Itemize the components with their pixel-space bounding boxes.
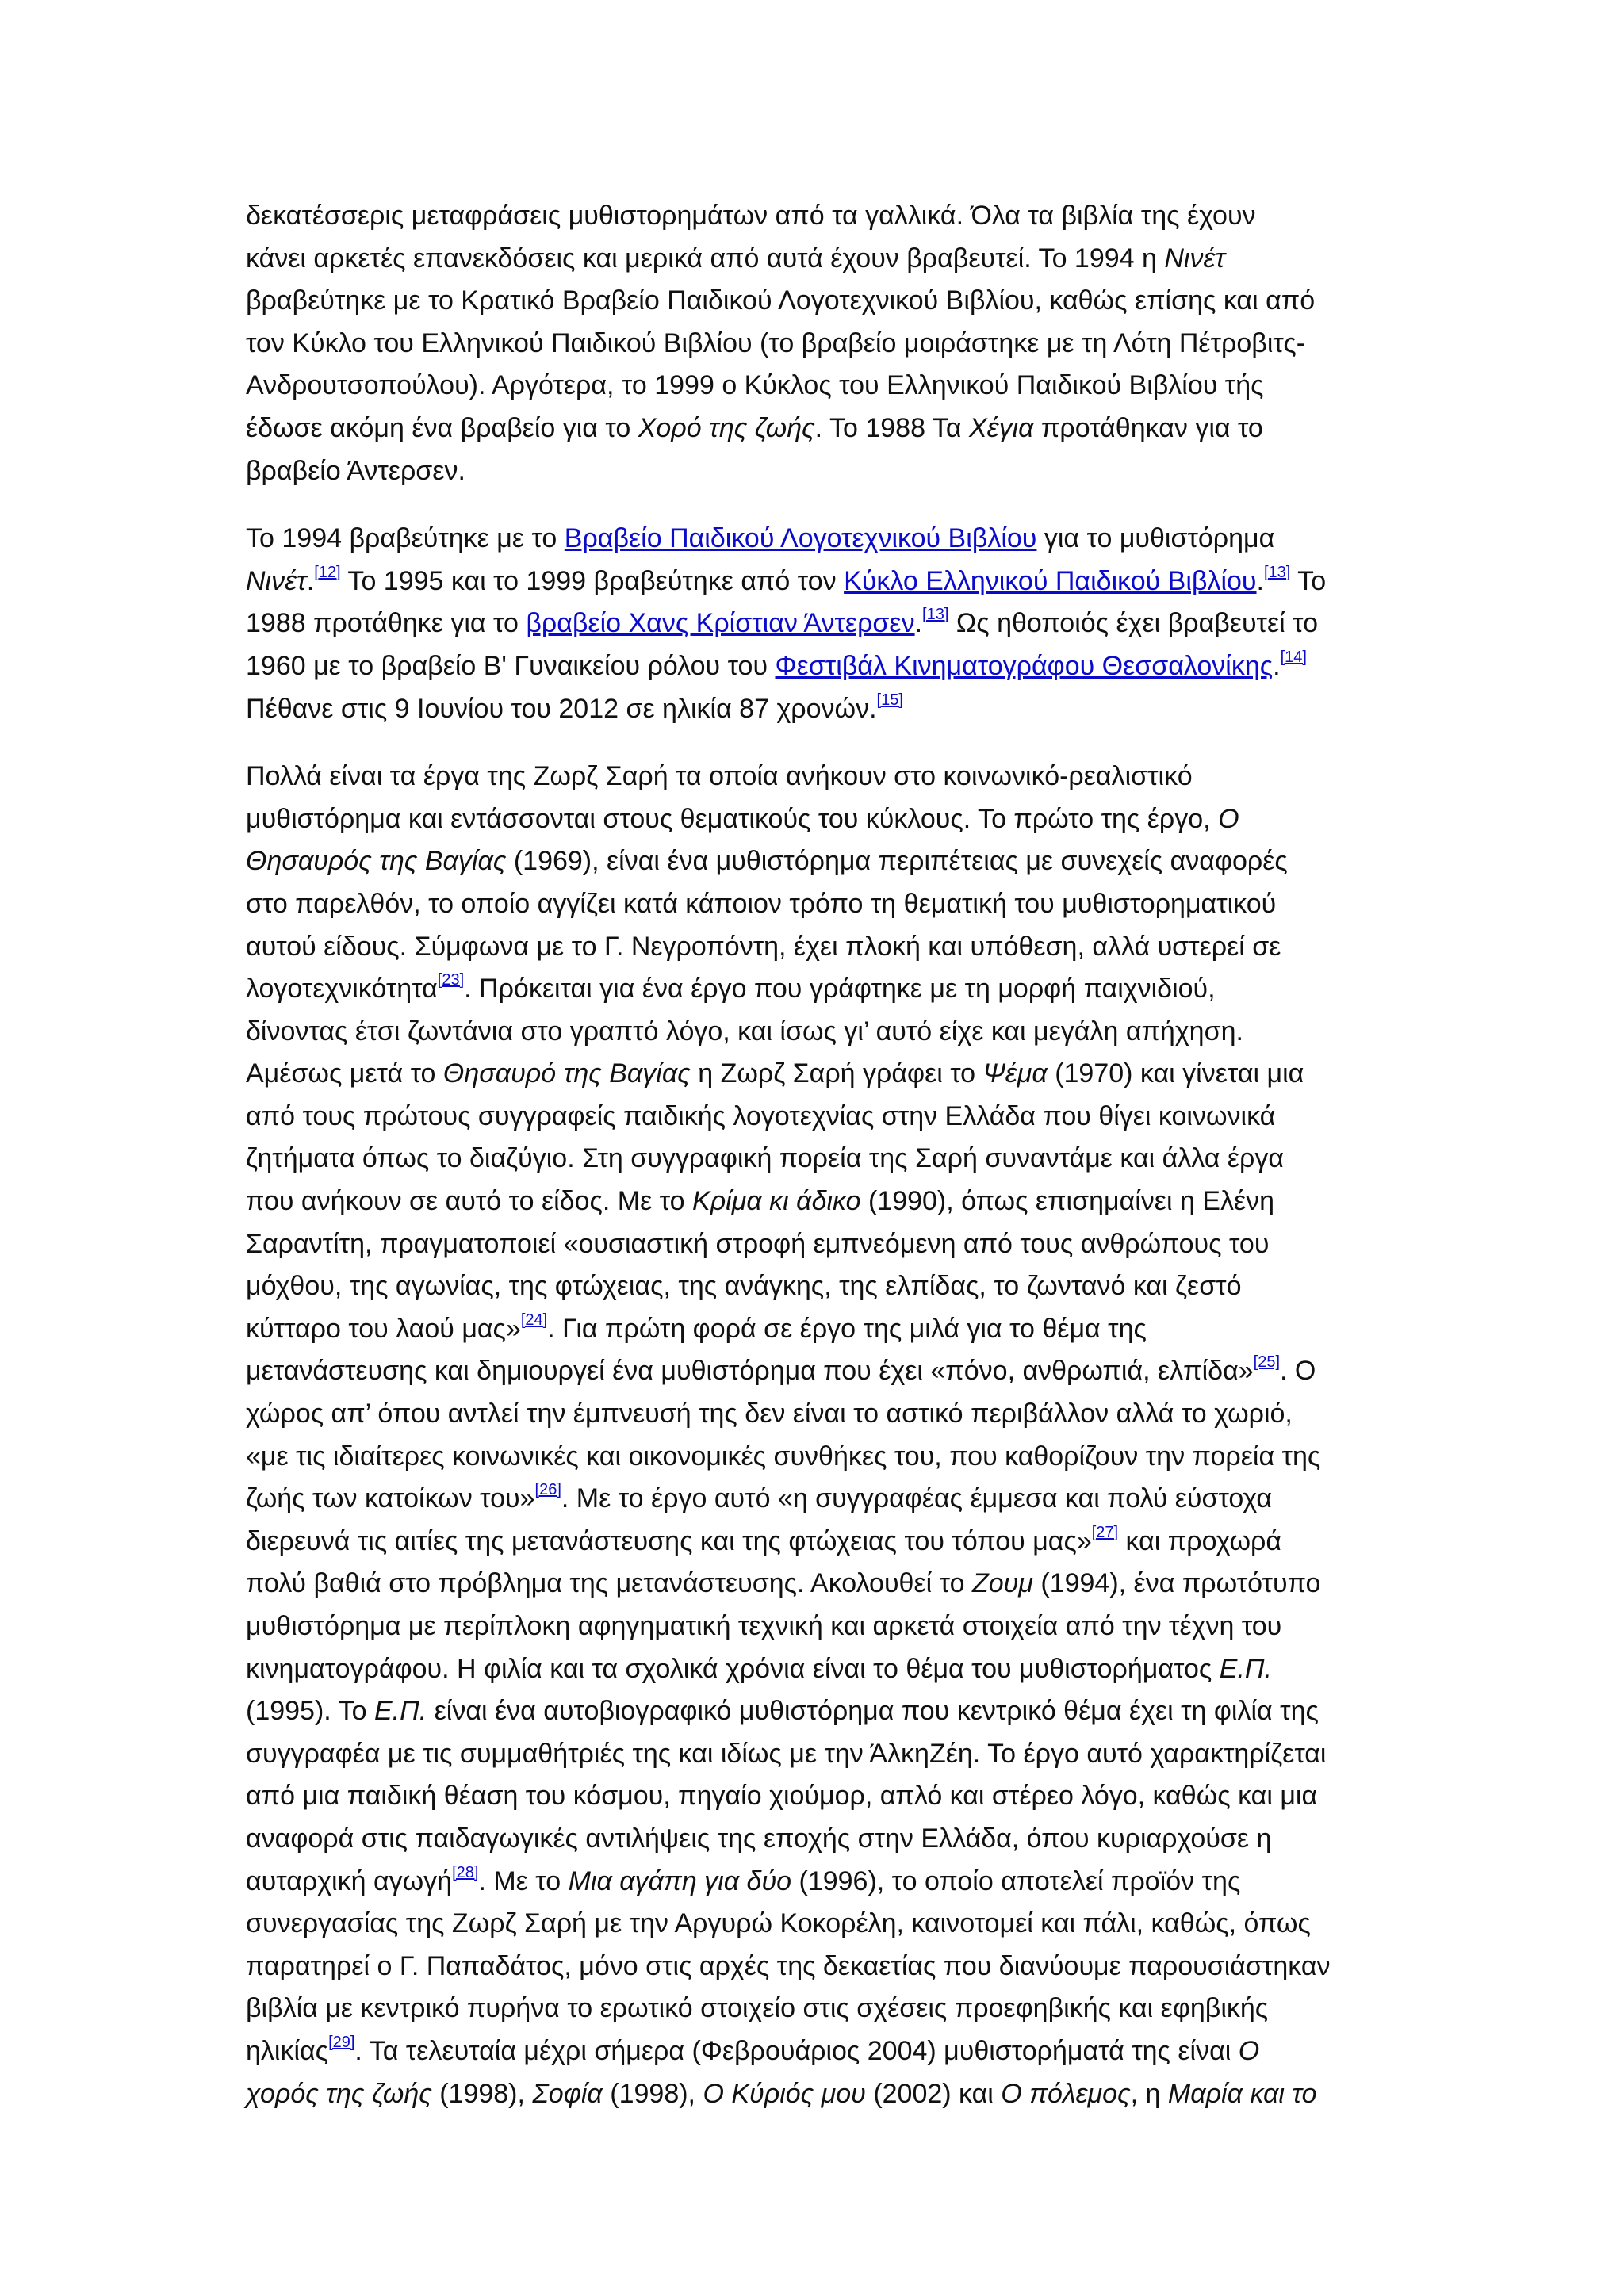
text-line xyxy=(246,688,1385,731)
text-line xyxy=(246,968,1385,1011)
italic-title: Ψέμα xyxy=(982,1058,1048,1089)
text-line xyxy=(246,926,1385,969)
text-line xyxy=(246,1053,1385,1096)
text-line xyxy=(246,1988,1385,2030)
footnote-ref xyxy=(314,564,340,581)
footnote-link[interactable]: [13] xyxy=(922,606,949,624)
footnote-link[interactable]: [13] xyxy=(1263,563,1291,581)
text-line xyxy=(246,195,1385,238)
text-run: . Ο xyxy=(1280,1356,1316,1387)
text-run: ζωής των κατοίκων του» xyxy=(246,1483,535,1514)
text-run: . Με το xyxy=(478,1866,569,1896)
italic-title: Ο xyxy=(1218,803,1239,834)
inline-link[interactable]: Κύκλο Ελληνικού Παιδικού Βιβλίου xyxy=(844,565,1257,596)
text-run: . Τα τελευταία μέχρι σήμερα (Φεβρουάριος 2004) μυθιστορήματά της είναι xyxy=(354,2035,1239,2066)
text-run: ηλικίας xyxy=(246,2035,329,2066)
footnote-link[interactable]: [12] xyxy=(314,563,341,581)
text-line xyxy=(246,1181,1385,1223)
text-line xyxy=(246,645,1385,688)
text-line xyxy=(246,1393,1385,1436)
text-line xyxy=(246,1946,1385,1988)
text-run: τον Κύκλο του Ελληνικού Παιδικού Βιβλίου (το βραβείο μοιράστηκε με τη Λότη Πέτροβιτς- xyxy=(246,327,1306,358)
text-run: που ανήκουν σε αυτό το είδος. Με το xyxy=(246,1186,693,1217)
italic-title: Θησαυρός της Βαγίας xyxy=(246,846,507,877)
text-run: συνεργασίας της Ζωρζ Σαρή με την Αργυρώ Κοκορέλη, καινοτομεί και πάλι, καθώς, όπως xyxy=(246,1908,1311,1939)
text-line xyxy=(246,603,1385,645)
text-line xyxy=(246,1775,1385,1818)
italic-title: χορός της ζωής xyxy=(246,2078,432,2109)
text-run: αυταρχική αγωγή xyxy=(246,1866,453,1896)
text-run: αυτού είδους. Σύμφωνα με το Γ. Νεγροπόντη, έχει πλοκή και υπόθεση, αλλά υστερεί σε xyxy=(246,931,1281,962)
text-line xyxy=(246,883,1385,926)
text-run: (1970) και γίνεται μια xyxy=(1047,1058,1304,1089)
text-line xyxy=(246,280,1385,323)
italic-title: Χέγια xyxy=(968,412,1034,443)
text-line xyxy=(246,1265,1385,1308)
text-line xyxy=(246,1648,1385,1691)
text-run: Το 1995 και το 1999 βραβεύτηκε από τον xyxy=(340,565,845,596)
text-run: κύτταρο του λαού μας» xyxy=(246,1313,521,1344)
text-run: . Πρόκειται για ένα έργο που γράφτηκε με τη μορφή παιχνιδιού, xyxy=(464,974,1216,1004)
text-line xyxy=(246,365,1385,408)
text-line xyxy=(246,1223,1385,1266)
text-run: κάνει αρκετές επανεκδόσεις και μερικά από αυτά έχουν βραβευτεί. Το 1994 η xyxy=(246,243,1165,274)
text-run: μυθιστόρημα και εντάσσονται στους θεματικούς του κύκλους. Το πρώτο της έργο, xyxy=(246,803,1219,834)
text-run: Πολλά είναι τα έργα της Ζωρζ Σαρή τα οποία ανήκουν στο κοινωνικό-ρεαλιστικό xyxy=(246,761,1193,792)
footnote-link[interactable]: [15] xyxy=(876,691,903,709)
footnote-ref xyxy=(1264,564,1290,581)
text-line xyxy=(246,1308,1385,1351)
text-line xyxy=(246,1733,1385,1776)
text-line xyxy=(246,1690,1385,1733)
italic-title: Ο Κύριός μου xyxy=(703,2078,866,2109)
footnote-ref xyxy=(1254,1353,1280,1371)
footnote-ref xyxy=(452,1864,478,1881)
text-run: από μια παιδική θέαση του κόσμου, πηγαίο χιούμορ, απλό και στέρεο λόγο, καθώς και μια xyxy=(246,1781,1318,1812)
text-line xyxy=(246,756,1385,798)
italic-title: Ο πόλεμος xyxy=(1001,2078,1131,2109)
text-run: ζητήματα όπως το διαζύγιο. Στη συγγραφική πορεία της Σαρή συναντάμε και άλλα έργα xyxy=(246,1143,1285,1174)
text-run: Αμέσως μετά το xyxy=(246,1058,443,1089)
footnote-link[interactable]: [23] xyxy=(437,971,465,989)
italic-title: Ε.Π. xyxy=(1219,1653,1272,1684)
inline-link[interactable]: Βραβείο Παιδικού Λογοτεχνικού Βιβλίου xyxy=(564,523,1037,554)
footnote-link[interactable]: [26] xyxy=(534,1481,561,1499)
text-run: χώρος απ’ όπου αντλεί την έμπνευσή της δεν είναι το αστικό περιβάλλον αλλά το χωριό, xyxy=(246,1399,1293,1429)
footnote-link[interactable]: [27] xyxy=(1091,1523,1119,1541)
footnote-link[interactable]: [28] xyxy=(452,1863,479,1881)
text-line xyxy=(246,1605,1385,1648)
text-run: συγγραφέα με τις συμμαθήτριές της και ιδίως με την ΆλκηΖέη. Το έργο αυτό χαρακτηρίζεται xyxy=(246,1738,1327,1769)
text-line xyxy=(246,408,1385,450)
text-run: 1960 με το βραβείο Β' Γυναικείου ρόλου του xyxy=(246,650,776,681)
italic-title: Νινέτ xyxy=(246,565,307,596)
footnote-ref xyxy=(328,2034,354,2051)
text-run: (1969), είναι ένα μυθιστόρημα περιπέτειας με συνεχείς αναφορές xyxy=(506,846,1288,877)
text-run: από τους πρώτους συγγραφείς παιδικής λογοτεχνίας στην Ελλάδα που θίγει κοινωνικά xyxy=(246,1100,1276,1131)
text-run: βραβείο Άντερσεν. xyxy=(246,455,465,486)
text-run: Πέθανε στις 9 Ιουνίου του 2012 σε ηλικία 87 χρονών. xyxy=(246,693,877,724)
text-run: «με τις ιδιαίτερες κοινωνικές και οικονομικές συνθήκες του, που καθορίζουν την πορεία της xyxy=(246,1441,1321,1471)
text-run: (1998), xyxy=(602,2078,703,2109)
italic-title: Νινέτ xyxy=(1164,243,1226,274)
text-line xyxy=(246,2030,1385,2073)
text-run: δίνοντας έτσι ζωντάνια στο γραπτό λόγο, και ίσως γι’ αυτό είχε και μεγάλη απήχηση. xyxy=(246,1016,1243,1047)
text-line xyxy=(246,1011,1385,1054)
text-run: Ως ηθοποιός έχει βραβευτεί το xyxy=(948,608,1318,639)
text-run: Το 1994 βραβεύτηκε με το xyxy=(246,523,565,554)
text-run: 1988 προτάθηκε για το xyxy=(246,608,527,639)
italic-title: Κρίμα κι άδικο xyxy=(692,1186,861,1217)
text-run: βιβλία με κεντρικό πυρήνα το ερωτικό στοιχείο στις σχέσεις προεφηβικής και εφηβικής xyxy=(246,1993,1269,2024)
footnote-link[interactable]: [25] xyxy=(1253,1353,1281,1372)
text-line xyxy=(246,1436,1385,1479)
text-line xyxy=(246,323,1385,365)
footnote-ref xyxy=(1281,649,1307,666)
inline-link[interactable]: Φεστιβάλ Κινηματογράφου Θεσσαλονίκης xyxy=(775,650,1274,681)
text-run: (1996), το οποίο αποτελεί προϊόν της xyxy=(791,1866,1241,1896)
italic-title: Ζουμ xyxy=(971,1568,1033,1599)
italic-title: Μαρία και το xyxy=(1167,2078,1317,2109)
text-run: Σαραντίτη, πραγματοποιεί «ουσιαστική στροφή εμπνεόμενη από τους ανθρώπους του xyxy=(246,1228,1270,1259)
text-run: μόχθου, της αγωνίας, της φτώχειας, της ανάγκης, της ελπίδας, το ζωντανό και ζεστό xyxy=(246,1271,1242,1302)
text-run: . Με το έργο αυτό «η συγγραφέας έμμεσα και πολύ εύστοχα xyxy=(561,1483,1273,1514)
text-run: (1995). Το xyxy=(246,1696,374,1727)
text-run: (1998), xyxy=(431,2078,533,2109)
text-run: , η xyxy=(1130,2078,1168,2109)
footnote-ref xyxy=(521,1311,547,1329)
text-run: (1990), όπως επισημαίνει η Ελένη xyxy=(860,1186,1275,1217)
document-page xyxy=(246,195,1385,2141)
text-run: Το xyxy=(1290,565,1327,596)
italic-title: Θησαυρό της Βαγίας xyxy=(442,1058,691,1089)
text-line xyxy=(246,1563,1385,1605)
footnote-ref xyxy=(535,1481,561,1498)
text-line xyxy=(246,1903,1385,1946)
paragraph xyxy=(246,756,1385,2115)
text-run: στο παρελθόν, το οποίο αγγίζει κατά κάποιον τρόπο τη θεματική του μυθιστορηματικού xyxy=(246,888,1277,919)
text-run: κινηματογράφου. Η φιλία και τα σχολικά χρόνια είναι το θέμα του μυθιστορήματος xyxy=(246,1653,1220,1684)
text-run: Ανδρουτσοπούλου). Αργότερα, το 1999 ο Κύκλος του Ελληνικού Παιδικού Βιβλίου τής xyxy=(246,370,1264,401)
text-run: παρατηρεί ο Γ. Παπαδάτος, μόνο στις αρχές της δεκαετίας που διανύουμε παρουσιάστηκαν xyxy=(246,1950,1331,1981)
text-line xyxy=(246,450,1385,493)
text-run: πολύ βαθιά στο πρόβλημα της μετανάστευσης. Ακολουθεί το xyxy=(246,1568,972,1599)
text-line xyxy=(246,2073,1385,2116)
text-run: αναφορά στις παιδαγωγικές αντιλήψεις της εποχής στην Ελλάδα, όπου κυριαρχούσε η xyxy=(246,1823,1272,1854)
paragraph xyxy=(246,195,1385,492)
text-run: είναι ένα αυτοβιογραφικό μυθιστόρημα που κεντρικό θέμα έχει τη φιλία της xyxy=(427,1696,1319,1727)
paragraph xyxy=(246,518,1385,730)
text-run: . xyxy=(1256,565,1264,596)
inline-link[interactable]: βραβείο Χανς Κρίστιαν Άντερσεν xyxy=(526,608,915,639)
text-run: (2002) και xyxy=(865,2078,1002,2109)
footnote-link[interactable]: [14] xyxy=(1280,648,1307,666)
text-run: βραβεύτηκε με το Κρατικό Βραβείο Παιδικού Λογοτεχνικού Βιβλίου, καθώς επίσης και από xyxy=(246,285,1316,316)
text-run: έδωσε ακόμη ένα βραβείο για το xyxy=(246,412,638,443)
text-line xyxy=(246,1818,1385,1861)
italic-title: Χορό της ζωής xyxy=(638,412,815,443)
text-line xyxy=(246,238,1385,281)
text-line xyxy=(246,1478,1385,1521)
text-line xyxy=(246,798,1385,841)
text-run: λογοτεχνικότητα xyxy=(246,974,438,1004)
text-line xyxy=(246,561,1385,603)
text-run: . xyxy=(1273,650,1281,681)
text-line xyxy=(246,1350,1385,1393)
text-run: δεκατέσσερις μεταφράσεις μυθιστορημάτων από τα γαλλικά. Όλα τα βιβλία της έχουν xyxy=(246,201,1256,231)
text-run: μυθιστόρημα με περίπλοκη αφηγηματική τεχνική και αρκετά στοιχεία από την τέχνη του xyxy=(246,1611,1282,1641)
text-line xyxy=(246,840,1385,883)
text-line xyxy=(246,1521,1385,1563)
text-run: . xyxy=(306,565,315,596)
italic-title: Μια αγάπη για δύο xyxy=(568,1866,792,1896)
text-line xyxy=(246,1861,1385,1904)
text-run: . xyxy=(914,608,923,639)
italic-title: Ε.Π. xyxy=(373,1696,427,1727)
text-run: προτάθηκαν για το xyxy=(1033,412,1263,443)
text-run: μετανάστευσης και δημιουργεί ένα μυθιστόρημα που έχει «πόνο, ανθρωπιά, ελπίδα» xyxy=(246,1356,1254,1387)
footnote-link[interactable]: [24] xyxy=(520,1311,548,1329)
text-line xyxy=(246,518,1385,561)
footnote-ref xyxy=(922,606,948,623)
footnote-ref xyxy=(877,691,903,709)
italic-title: Σοφία xyxy=(532,2078,603,2109)
text-run: . Το 1988 Τα xyxy=(814,412,969,443)
text-run: διερευνά τις αιτίες της μετανάστευσης και της φτώχειας του τόπου μας» xyxy=(246,1525,1092,1556)
footnote-link[interactable]: [29] xyxy=(328,2033,355,2051)
text-line xyxy=(246,1138,1385,1181)
text-run: η Ζωρζ Σαρή γράφει το xyxy=(690,1058,983,1089)
text-run: και προχωρά xyxy=(1118,1525,1282,1556)
italic-title: Ο xyxy=(1238,2035,1260,2066)
footnote-ref xyxy=(1092,1524,1118,1541)
footnote-ref xyxy=(438,971,464,989)
text-run: για το μυθιστόρημα xyxy=(1036,523,1275,554)
text-run: (1994), ένα πρωτότυπο xyxy=(1032,1568,1321,1599)
text-run: . Για πρώτη φορά σε έργο της μιλά για το θέμα της xyxy=(547,1313,1147,1344)
text-line xyxy=(246,1096,1385,1138)
